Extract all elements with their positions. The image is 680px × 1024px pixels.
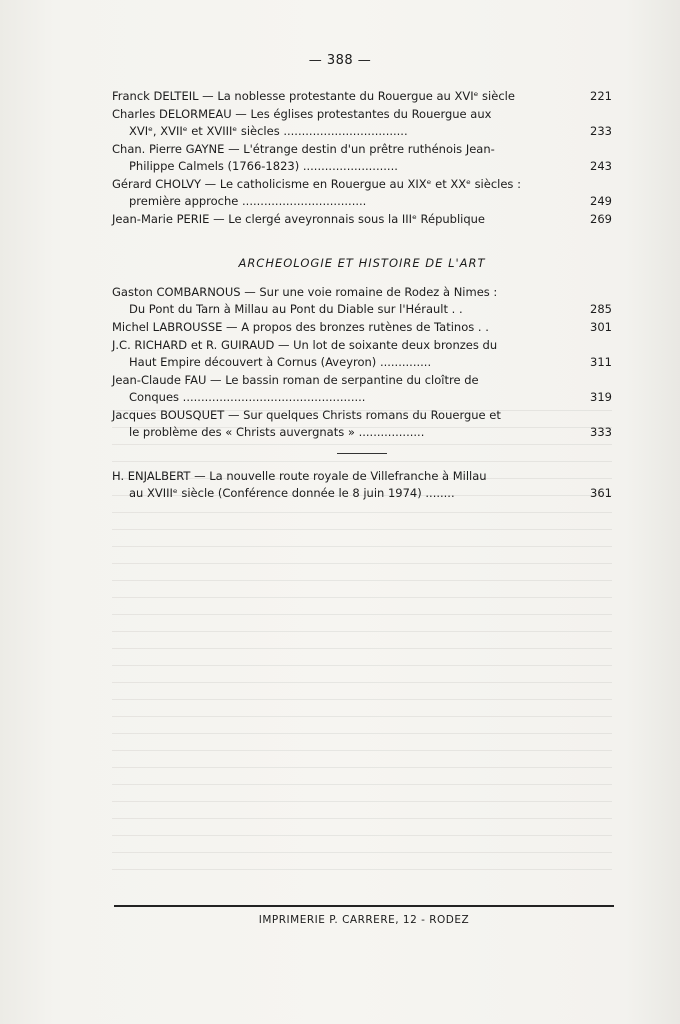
toc-entry [112, 372, 612, 406]
toc-entry-page: 333 [590, 425, 612, 439]
toc-entry [112, 88, 612, 105]
toc-entry-title: Franck DELTEIL — La noblesse protestante du Rouergue au XVIᵉ siècle [112, 89, 515, 103]
toc-entry-continuation: Haut Empire découvert à Cornus (Aveyron) .............. [129, 355, 432, 369]
toc-entry-title: Jacques BOUSQUET — Sur quelques Christs romans du Rouergue et [112, 408, 501, 422]
toc-entry [112, 176, 612, 210]
section-title: ARCHEOLOGIE ET HISTOIRE DE L'ART [238, 256, 486, 270]
toc-entry [112, 284, 612, 318]
toc-entry-continuation: le problème des « Christs auvergnats » .................. [129, 425, 425, 439]
toc-entry-page: 249 [590, 194, 612, 208]
toc-entry-title: Gérard CHOLVY — Le catholicisme en Rouergue au XIXᵉ et XXᵉ siècles : [112, 177, 521, 191]
toc-group-archeology [112, 284, 612, 441]
toc-entry-page: 301 [590, 320, 612, 334]
toc-entry-continuation: première approche .................................. [129, 194, 367, 208]
toc-entry-title: Jean-Marie PERIE — Le clergé aveyronnais sous la IIIᵉ République [112, 212, 486, 226]
toc-section-archeology [112, 241, 612, 502]
toc-group-history [112, 88, 612, 228]
toc-entry-title: Gaston COMBARNOUS — Sur une voie romaine de Rodez à Nimes : [112, 285, 498, 299]
toc-entry-continuation: au XVIIIᵉ siècle (Conférence donnée le 8 juin 1974) ........ [129, 486, 455, 500]
toc-entry-title: Jean-Claude FAU — Le bassin roman de serpantine du cloître de [112, 373, 479, 387]
toc-entry-continuation: XVIᵉ, XVIIᵉ et XVIIIᵉ siècles .................................. [129, 124, 408, 138]
toc-entry-page: 285 [590, 302, 612, 316]
toc-entry-page: 243 [590, 159, 612, 173]
toc-entry [112, 407, 612, 441]
toc-entry-title: Charles DELORMEAU — Les églises protestantes du Rouergue aux [112, 107, 492, 121]
toc-entry-page: 311 [590, 355, 612, 369]
toc-entry [112, 468, 612, 502]
toc-entry-page: 233 [590, 124, 612, 138]
toc-entry-continuation: Conques .................................................. [129, 390, 366, 404]
toc-entry-page: 319 [590, 390, 612, 404]
toc-entry-title: H. ENJALBERT — La nouvelle route royale de Villefranche à Millau [112, 469, 487, 483]
toc-entry-continuation: Philippe Calmels (1766-1823) .......................... [129, 159, 398, 173]
toc-entry-title: Michel LABROUSSE — A propos des bronzes rutènes de Tatinos . . [112, 320, 489, 334]
toc-entry-page: 361 [590, 486, 612, 500]
footer-rule [114, 905, 614, 907]
printer-imprint: IMPRIMERIE P. CARRERE, 12 - RODEZ [258, 914, 470, 926]
toc-entry-page: 221 [590, 89, 612, 103]
toc-entry [112, 337, 612, 371]
page-number: — 388 — [308, 53, 372, 68]
toc-entry-title: Chan. Pierre GAYNE — L'étrange destin d'un prêtre ruthénois Jean- [112, 142, 495, 156]
toc-entry [112, 141, 612, 175]
toc-entry [112, 211, 612, 228]
toc-entry [112, 319, 612, 336]
section-divider [337, 453, 387, 454]
toc-entry-page: 269 [590, 212, 612, 226]
toc-entry-continuation: Du Pont du Tarn à Millau au Pont du Diable sur l'Hérault . . [129, 302, 463, 316]
toc-entry-title: J.C. RICHARD et R. GUIRAUD — Un lot de soixante deux bronzes du [112, 338, 498, 352]
toc-entry [112, 106, 612, 140]
toc-group-conference [112, 468, 612, 502]
